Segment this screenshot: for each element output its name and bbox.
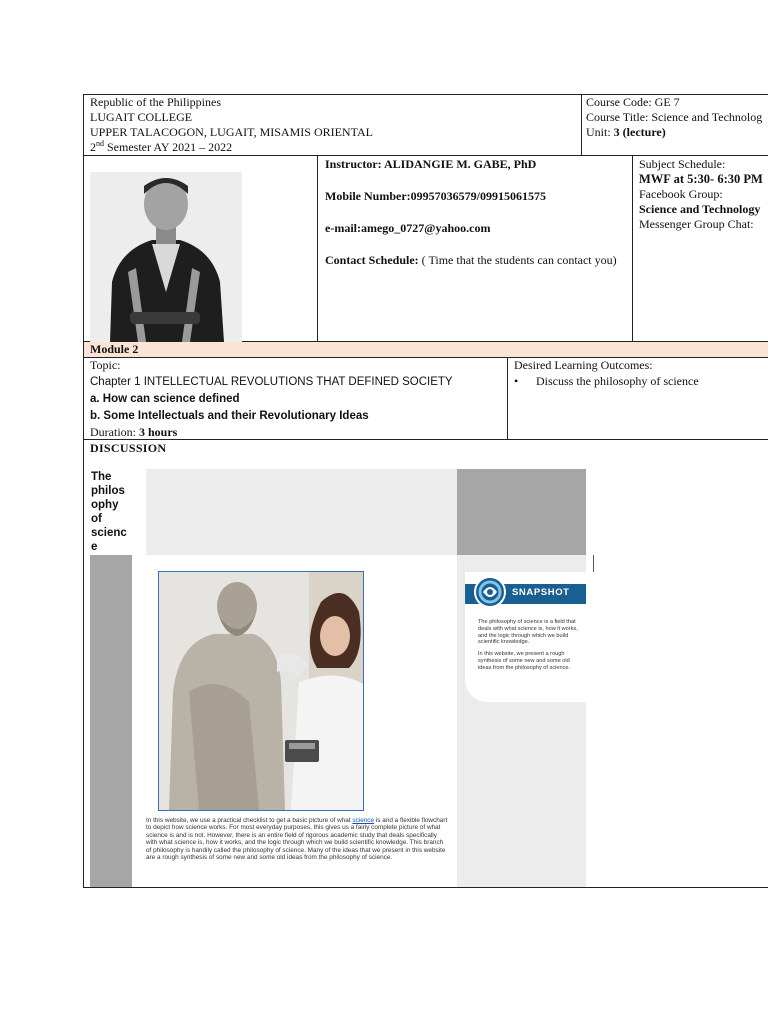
snapshot-logo-icon	[474, 576, 506, 608]
side-title-line: of	[91, 513, 102, 525]
col-divider-photo	[317, 155, 318, 342]
schedule-label: Subject Schedule:	[639, 157, 726, 171]
topic-item-b: b. Some Intellectuals and their Revolutionary Ideas	[90, 410, 369, 422]
module-title: Module 2	[90, 342, 139, 356]
contact-schedule	[325, 253, 625, 268]
course-unit	[586, 125, 768, 140]
semester-line	[90, 140, 578, 155]
outcomes-label: Desired Learning Outcomes:	[514, 358, 653, 372]
statue-scientist-photo	[158, 571, 364, 811]
col-divider-outcomes	[507, 357, 508, 440]
course-code: Course Code: GE 7	[586, 95, 680, 109]
duration	[90, 425, 504, 440]
side-title-line: The	[91, 471, 112, 483]
college-name: LUGAIT COLLEGE	[90, 110, 193, 124]
side-title-line: e	[91, 541, 98, 553]
school-header	[90, 95, 578, 155]
schedule-value: MWF at 5:30- 6:30 PM	[639, 172, 763, 186]
figure-body-text	[146, 817, 450, 861]
course-info	[586, 95, 768, 140]
module-band	[84, 342, 768, 357]
messenger-label: Messenger Group Chat:	[639, 217, 754, 231]
duration-value: 3 hours	[139, 425, 178, 439]
facebook-value: Science and Technology	[639, 202, 761, 216]
topic-item-a: a. How can science defined	[90, 393, 240, 405]
semester-sup: nd	[96, 139, 104, 148]
outcome-item: • Discuss the philosophy of science	[536, 374, 768, 389]
instructor-info	[325, 157, 625, 268]
snapshot-label: SNAPSHOT	[512, 587, 570, 598]
semester-num: 2	[90, 140, 96, 154]
subject-schedule	[639, 157, 768, 232]
side-title-line: philos	[91, 485, 125, 497]
topic-block	[90, 358, 504, 440]
snapshot-text	[478, 619, 584, 672]
college-address: UPPER TALACOGON, LUGAIT, MISAMIS ORIENTAL	[90, 125, 373, 139]
course-title: Course Title: Science and Technolog	[586, 110, 763, 124]
discussion-heading: DISCUSSION	[90, 441, 167, 455]
semester-rest: Semester AY 2021 – 2022	[104, 140, 233, 154]
row-divider-1	[83, 155, 768, 156]
snapshot-paragraph-1: The philosophy of science is a field that deals with what science is, how it works, and the logic through which we build scientific knowledge.	[478, 619, 578, 646]
side-title-line: ophy	[91, 499, 119, 511]
science-link[interactable]: science	[352, 817, 375, 824]
instructor-mobile: Mobile Number:09957036579/09915061575	[325, 189, 546, 203]
figure-top-gray-block	[457, 469, 586, 555]
table-border-bottom	[83, 887, 768, 888]
outcomes-block	[514, 358, 768, 389]
facebook-label: Facebook Group:	[639, 187, 723, 201]
republic-line: Republic of the Philippines	[90, 95, 221, 109]
body-text-rest: is and a flexible flowchart to depict how science works. For most everyday purposes, this gives us a fairly complete picture of what science is and is not. However, there is an entire field of rigorous academic study that deals specifically with what science is, how it works, and the logic through which we build scientific knowledge. This branch of philosophy is handily called the philosophy of science. Many of the ideas that we present in this website are a rough synthesis of some new and some old ideas from the philosophy of science.	[146, 817, 448, 862]
contact-schedule-text: ( Time that the students can contact you)	[418, 253, 617, 267]
body-text-start: In this website, we use a practical checklist to get a basic picture of what	[146, 817, 353, 824]
snapshot-paragraph-2: In this website, we present a rough synthesis of some new and some old ideas from the philosophy of science.	[478, 651, 571, 671]
contact-schedule-label: Contact Schedule:	[325, 253, 419, 267]
unit-value: 3 (lecture)	[613, 125, 666, 139]
instructor-photo	[90, 172, 242, 342]
side-title-line: scienc	[91, 527, 127, 539]
chapter-title: Chapter 1 INTELLECTUAL REVOLUTIONS THAT DEFINED SOCIETY	[90, 376, 453, 388]
table-border-left	[83, 94, 84, 888]
side-title	[91, 470, 143, 554]
duration-label: Duration:	[90, 425, 139, 439]
figure-left-gray-bar	[90, 555, 132, 887]
figure-top-light-block	[146, 469, 457, 555]
col-divider-schedule	[632, 155, 633, 342]
topic-label: Topic:	[90, 358, 121, 372]
instructor-email: e-mail:amego_0727@yahoo.com	[325, 221, 491, 235]
figure-right-divider	[593, 555, 594, 572]
statue-scientist-graphic	[159, 572, 363, 810]
instructor-portrait-graphic	[90, 172, 242, 342]
col-divider-header	[581, 94, 582, 156]
instructor-name: Instructor: ALIDANGIE M. GABE, PhD	[325, 157, 537, 171]
unit-label: Unit:	[586, 125, 614, 139]
